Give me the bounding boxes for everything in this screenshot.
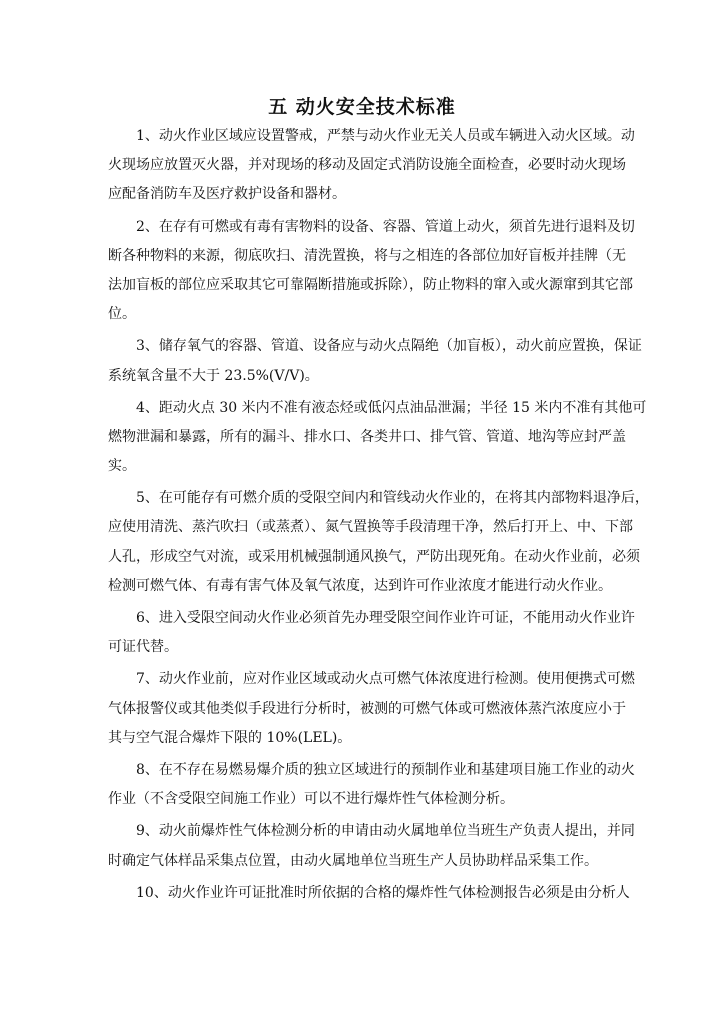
paragraph-line: 2、在存有可燃或有毒有害物料的设备、容器、管道上动火，须首先进行退料及切 xyxy=(136,218,635,235)
paragraph xyxy=(108,332,654,390)
paragraph-line: 人孔，形成空气对流，或采用机械强制通风换气，严防出现死角。在动火作业前，必须 xyxy=(108,548,640,565)
paragraph-line: 时确定气体样品采集点位置，由动火属地单位当班生产人员协助样品采集工作。 xyxy=(108,852,598,869)
paragraph-line: 实。 xyxy=(108,458,136,475)
paragraph-line: 4、距动火点 30 米内不准有液态烃或低闪点油品泄漏；半径 15 米内不准有其他可 xyxy=(136,399,647,416)
paragraph-line: 8、在不存在易燃易爆介质的独立区域进行的预制作业和基建项目施工作业的动火 xyxy=(136,761,635,778)
paragraph-line: 6、进入受限空间动火作业必须首先办理受限空间作业许可证，不能用动火作业许 xyxy=(136,610,635,626)
paragraph xyxy=(108,122,654,210)
paragraph xyxy=(108,879,654,908)
paragraph-line: 作业（不含受限空间施工作业）可以不进行爆炸性气体检测分析。 xyxy=(108,791,514,808)
paragraph-line: 断各种物料的来源，彻底吹扫、清洗置换，将与之相连的各部位加好盲板并挂牌（无 xyxy=(108,247,626,264)
paragraph-line: 法加盲板的部位应采取其它可靠隔断措施或拆除），防止物料的窜入或火源窜到其它部 xyxy=(108,276,633,293)
paragraph xyxy=(108,817,654,875)
paragraph-line: 燃物泄漏和暴露，所有的漏斗、排水口、各类井口、排气管、管道、地沟等应封严盖 xyxy=(108,428,626,445)
paragraph-line: 其与空气混合爆炸下限的 10%(LEL)。 xyxy=(108,729,352,746)
paragraph-line: 应使用清洗、蒸汽吹扫（或蒸煮）、氮气置换等手段清理干净，然后打开上、中、下部 xyxy=(108,519,633,536)
paragraph-line: 系统氧含量不大于 23.5%(V/V)。 xyxy=(108,367,319,384)
paragraph-line: 火现场应放置灭火器，并对现场的移动及固定式消防设施全面检查，必要时动火现场 xyxy=(108,157,626,174)
paragraph-line: 气体报警仪或其他类似手段进行分析时，被测的可燃气体或可燃液体蒸汽浓度应小于 xyxy=(108,700,626,717)
paragraph-line: 7、动火作业前，应对作业区域或动火点可燃气体浓度进行检测。使用便携式可燃 xyxy=(136,671,635,688)
paragraph-line: 可证代替。 xyxy=(108,639,178,656)
document-body xyxy=(108,122,654,911)
paragraph xyxy=(108,484,654,601)
paragraph-line: 3、储存氧气的容器、管道、设备应与动火点隔绝（加盲板），动火前应置换，保证 xyxy=(136,338,642,355)
paragraph xyxy=(108,604,654,662)
paragraph-line: 9、动火前爆炸性气体检测分析的申请由动火属地单位当班生产负责人提出，并同 xyxy=(136,823,635,840)
paragraph-line: 1、动火作业区域应设置警戒，严禁与动火作业无关人员或车辆进入动火区域。动 xyxy=(136,128,635,144)
page-title: 五 动火安全技术标准 xyxy=(268,96,456,118)
paragraph xyxy=(108,756,654,814)
paragraph-line: 位。 xyxy=(108,306,136,323)
paragraph-line: 5、在可能存有可燃介质的受限空间内和管线动火作业的，在将其内部物料退净后， xyxy=(136,490,649,507)
paragraph xyxy=(108,665,654,753)
paragraph-line: 检测可燃气体、有毒有害气体及氧气浓度，达到许可作业浓度才能进行动火作业。 xyxy=(108,577,612,594)
paragraph xyxy=(108,394,654,482)
paragraph-line: 应配备消防车及医疗救护设备和器材。 xyxy=(108,186,346,203)
paragraph xyxy=(108,213,654,330)
paragraph-line: 10、动火作业许可证批准时所依据的合格的爆炸性气体检测报告必须是由分析人 xyxy=(136,884,630,901)
